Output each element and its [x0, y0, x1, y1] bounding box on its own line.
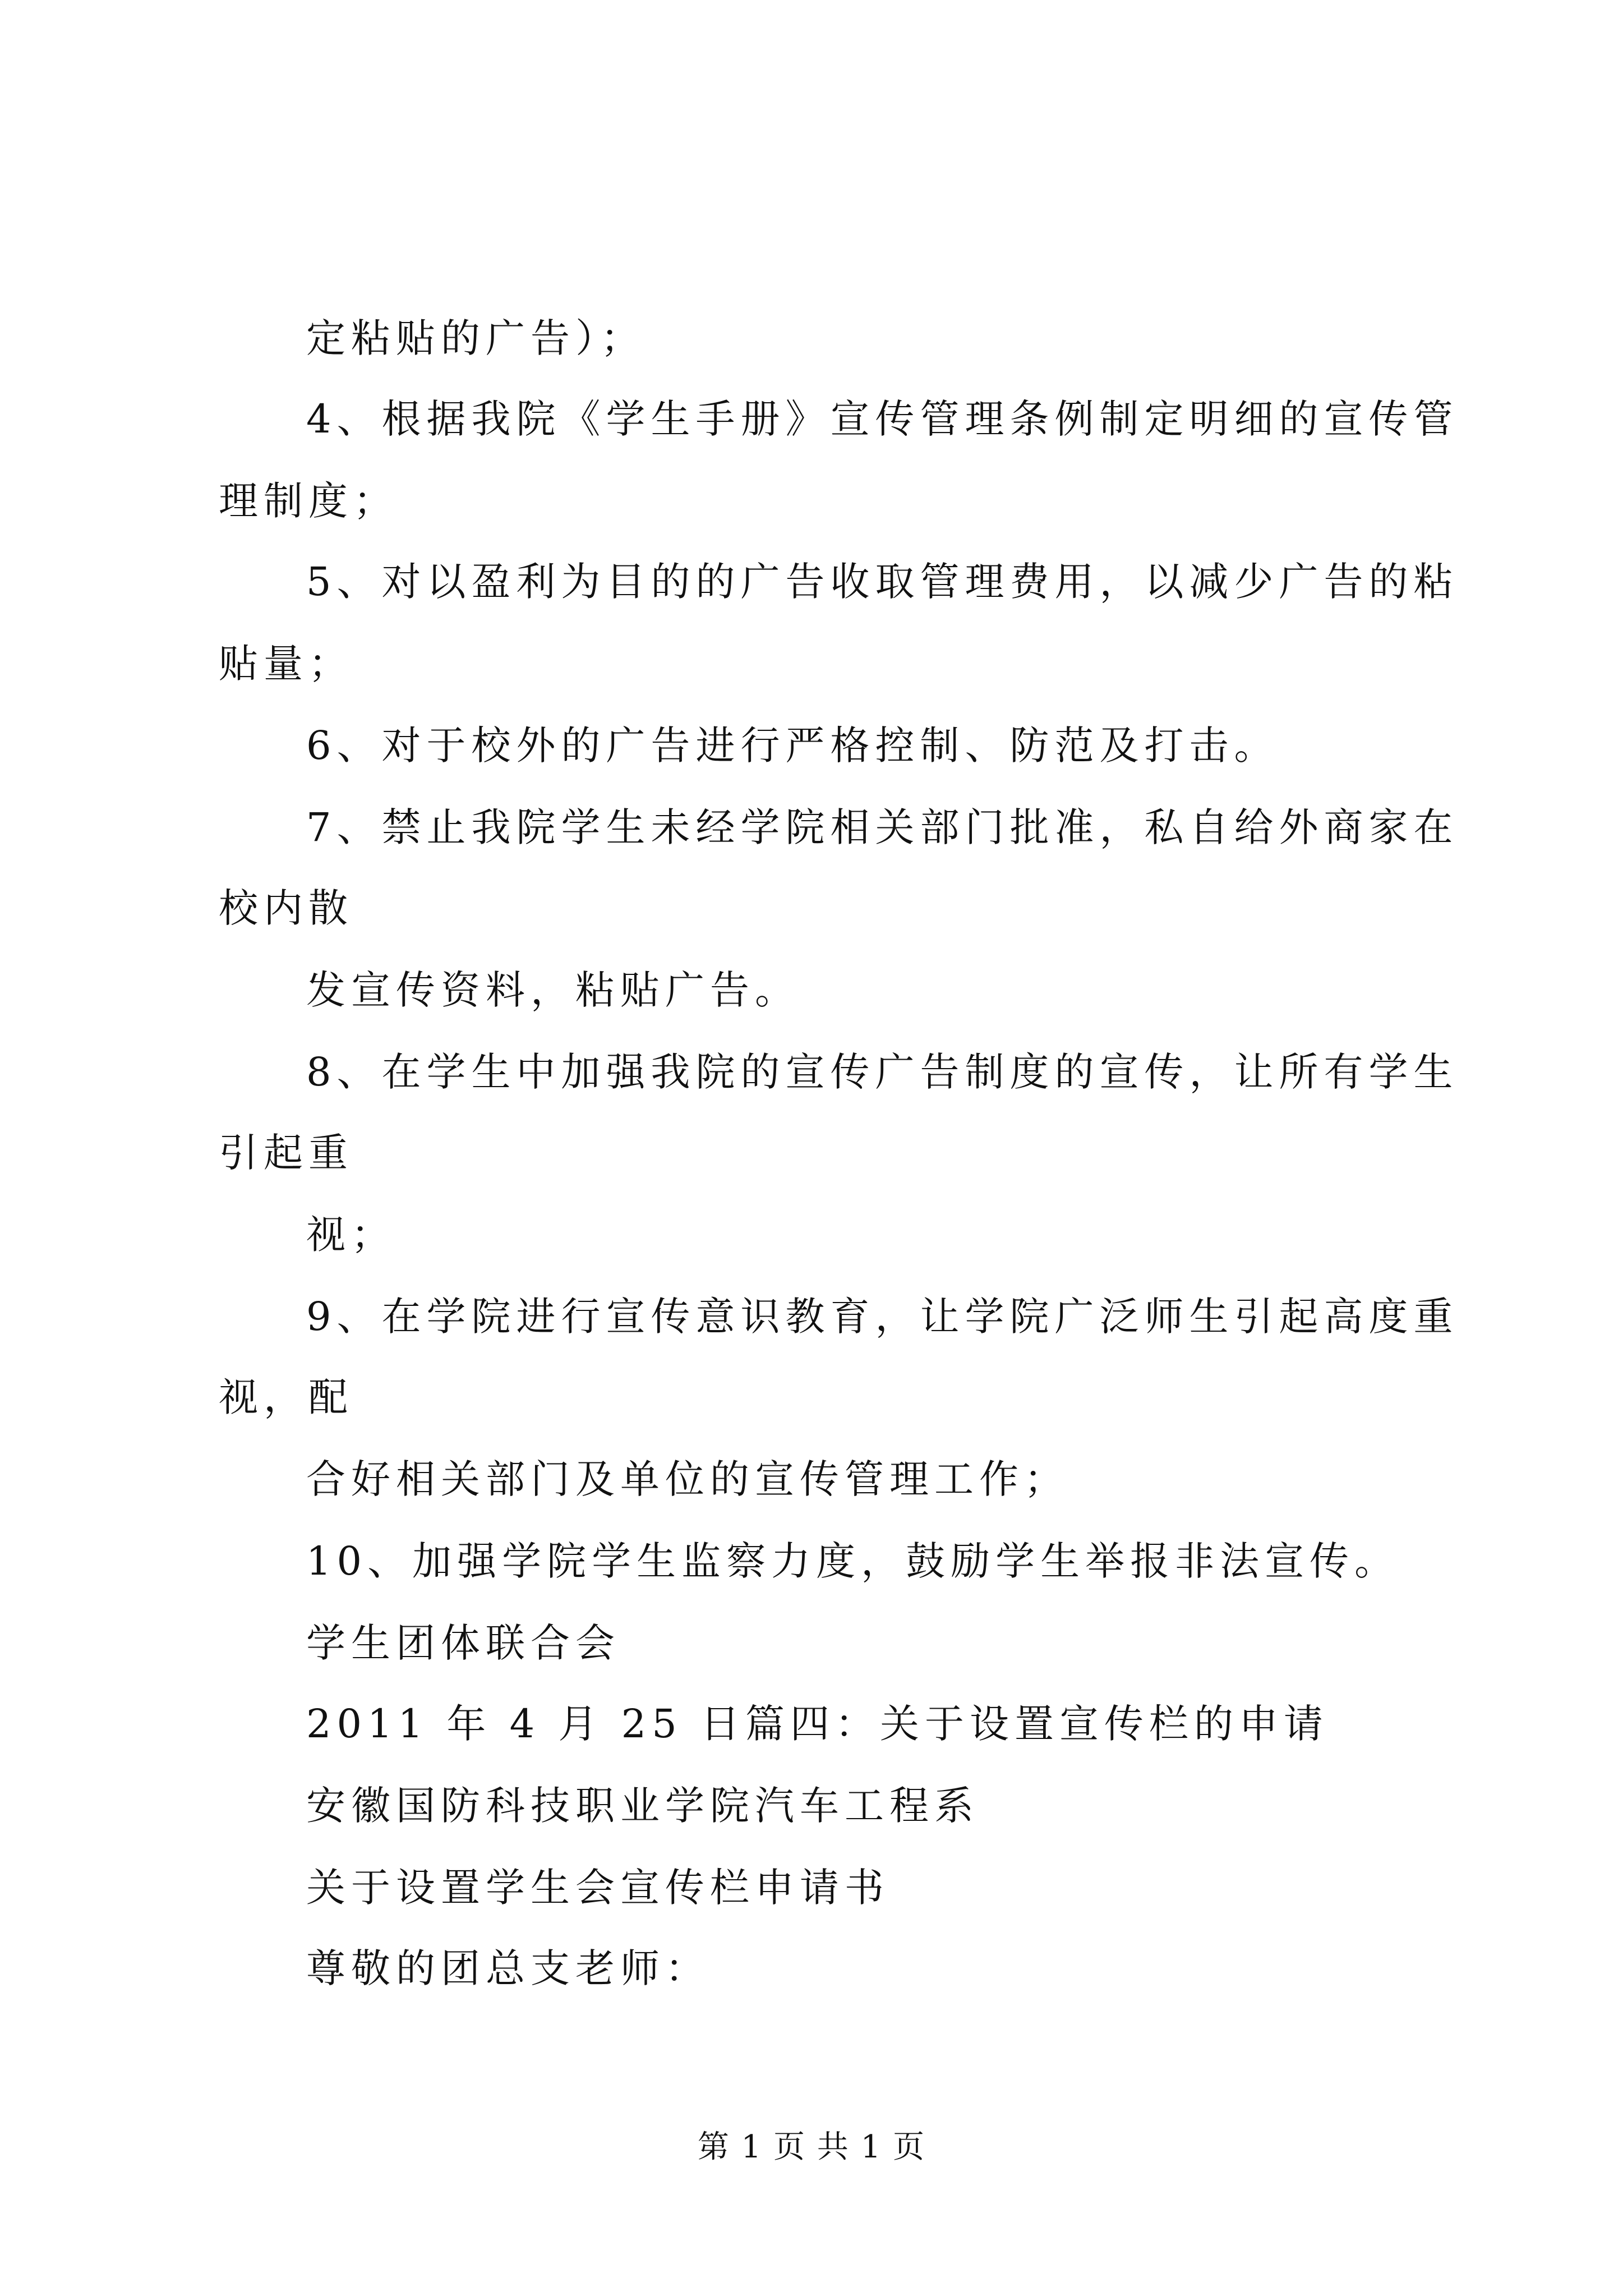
text-line: 关于设置学生会宣传栏申请书 — [306, 1865, 889, 1911]
text-line: 理制度； — [219, 478, 398, 524]
text-line: 引起重 — [219, 1130, 353, 1176]
text-line: 视； — [306, 1212, 396, 1258]
text-line: 定粘贴的广告）； — [306, 315, 645, 361]
text-line: 发宣传资料，粘贴广告。 — [306, 967, 800, 1013]
text-line: 8、在学生中加强我院的宣传广告制度的宣传，让所有学生 — [306, 1049, 1459, 1095]
text-line: 9、在学院进行宣传意识教育，让学院广泛师生引起高度重 — [306, 1294, 1459, 1340]
text-line: 6、对于校外的广告进行严格控制、防范及打击。 — [306, 723, 1279, 769]
text-line: 4、根据我院《学生手册》宣传管理条例制定明细的宣传管 — [306, 396, 1459, 442]
text-line: 学生团体联合会 — [306, 1620, 620, 1666]
text-line: 2011 年 4 月 25 日篇四：关于设置宣传栏的申请 — [306, 1701, 1329, 1747]
text-line: 合好相关部门及单位的宣传管理工作； — [306, 1456, 1069, 1502]
text-line: 7、禁止我院学生未经学院相关部门批准，私自给外商家在 — [306, 804, 1459, 850]
text-line: 视，配 — [219, 1374, 353, 1420]
text-line: 5、对以盈利为目的的广告收取管理费用，以减少广告的粘 — [306, 559, 1459, 605]
text-line: 10、加强学院学生监察力度，鼓励学生举报非法宣传。 — [306, 1538, 1400, 1584]
text-line: 贴量； — [219, 641, 353, 687]
page-footer: 第 1 页 共 1 页 — [697, 2129, 926, 2165]
text-line: 校内散 — [219, 885, 353, 931]
text-line: 安徽国防科技职业学院汽车工程系 — [306, 1783, 979, 1829]
text-line: 尊敬的团总支老师： — [306, 1945, 710, 1991]
